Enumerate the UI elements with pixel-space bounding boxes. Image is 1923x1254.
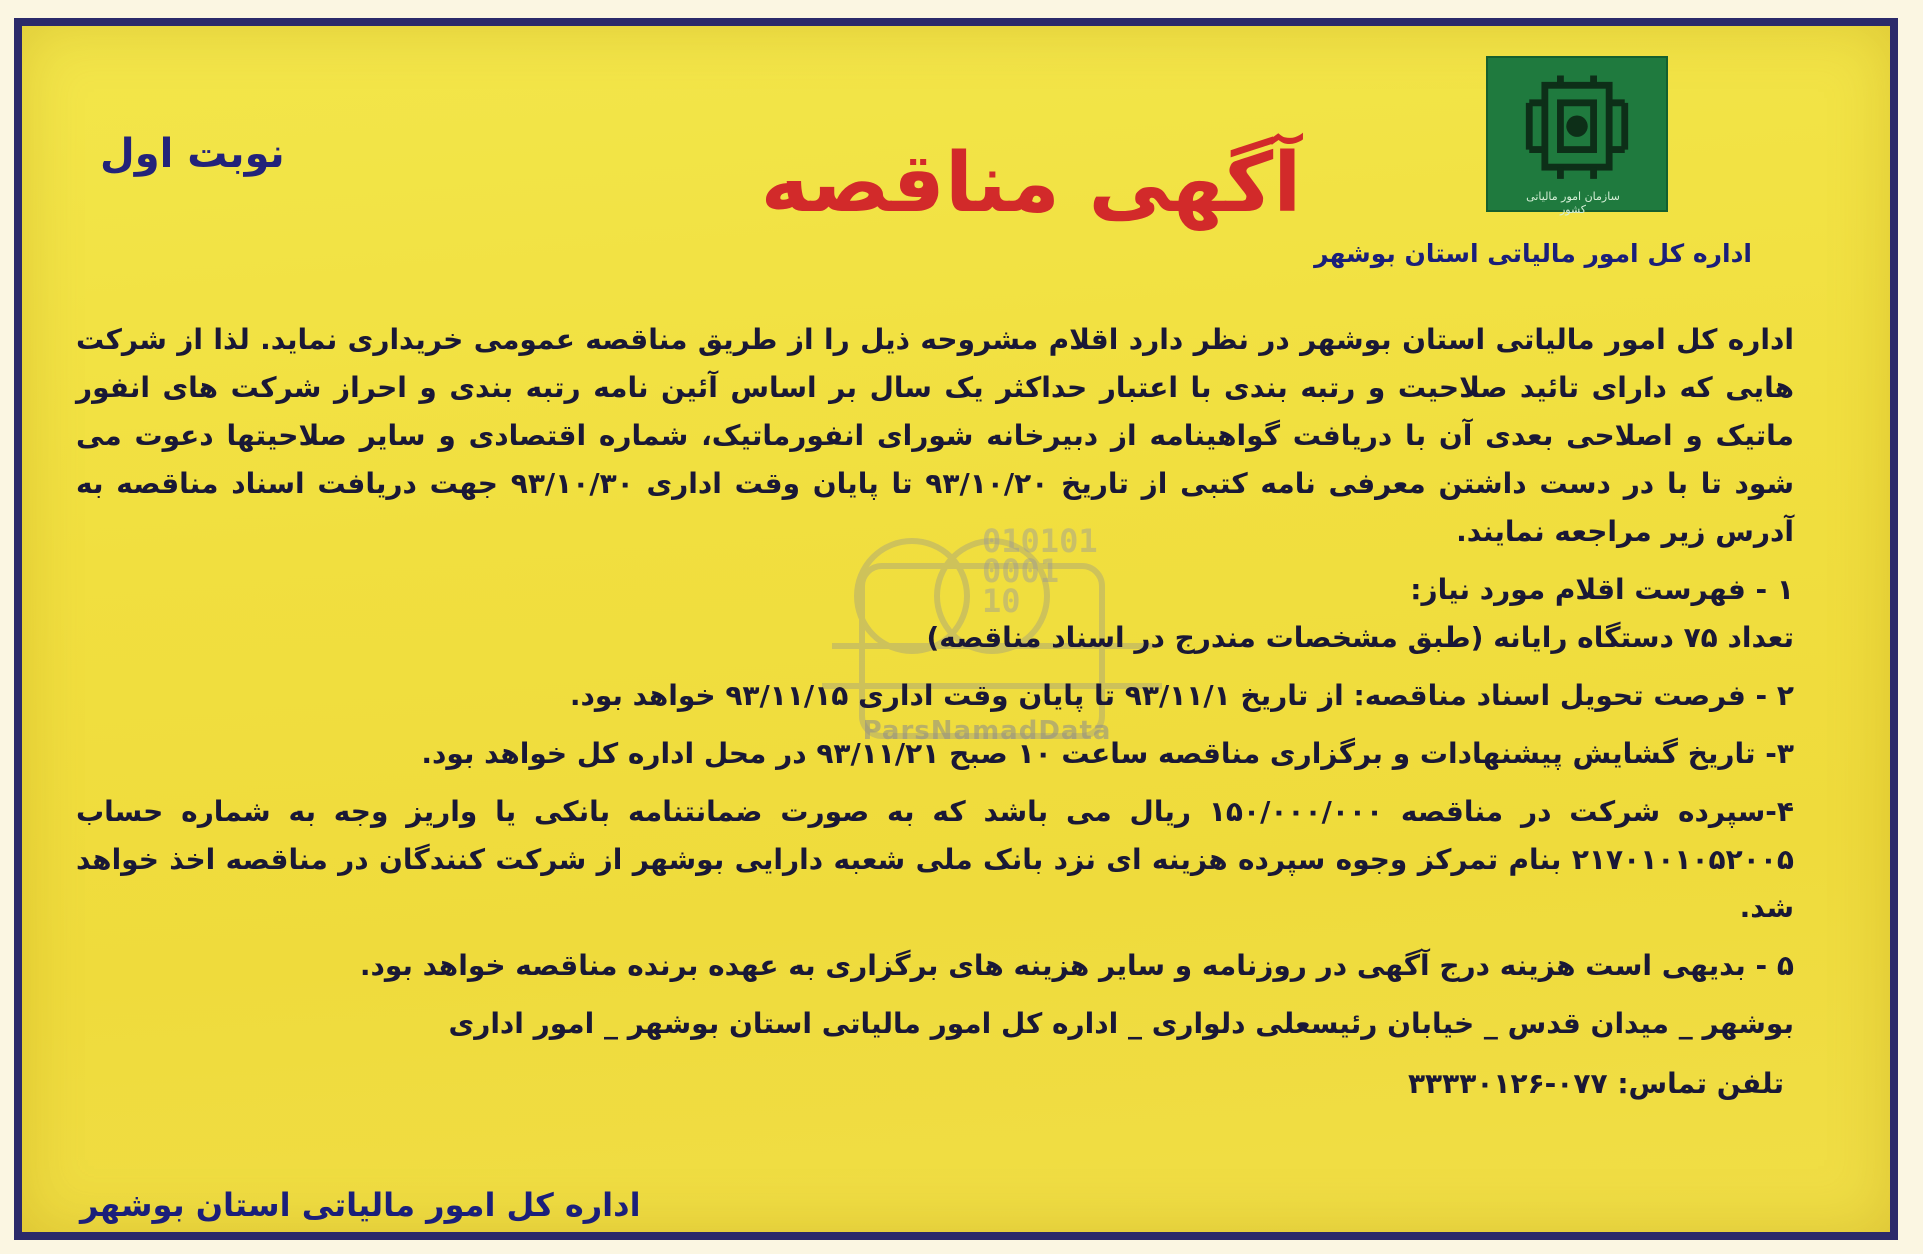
intro-paragraph: اداره کل امور مالیاتی استان بوشهر در نظر دارد اقلام مشروحه ذیل را از طریق مناقصه عمومی خریداری نماید. لذا از شرکت هایی که دارای تائید صلاحیت و رتبه بندی با اعتبار حداکثر یک سال بر اساس آئین نامه رتبه بندی و احراز شرکت های انفور ماتیک و اصلاحی بعدی آن با دریافت گواهینامه از دبیرخانه شورای انفورماتیک، شماره اقتصادی و سایر صلاحیتها دعوت می شود تا با در دست داشتن معرفی نامه کتبی از تاریخ ۹۳/۱۰/۲۰ تا پایان وقت اداری ۹۳/۱۰/۳۰ جهت دریافت اسناد مناقصه به آدرس زیر مراجعه نمایند. [76,323,1794,548]
item-2: ۲ - فرصت تحویل اسناد مناقصه: از تاریخ ۹۳/۱۱/۱ تا پایان وقت اداری ۹۳/۱۱/۱۵ خواهد بود. [569,679,1794,712]
item-1-heading: ۱ - فهرست اقلام مورد نیاز: [1410,573,1794,606]
publication-round: نوبت اول [100,131,285,177]
logo-caption: سازمان امور مالیاتی کشور [1526,190,1620,216]
item-4: ۴-سپرده شرکت در مناقصه ۱۵۰/۰۰۰/۰۰۰ ریال می باشد که به صورت ضمانتنامه بانکی یا واریز وجه به شماره حساب ۲۱۷۰۱۰۱۰۵۲۰۰۵ بنام تمرکز وجوه سپرده هزینه ای نزد بانک ملی شعبه دارایی بوشهر از شرکت کنندگان در مناقصه اخذ خواهد شد. [76,795,1794,924]
contact-phone: تلفن تماس: ۰۷۷-۳۳۳۳۰۱۲۶ [1407,1067,1784,1100]
organization-name-top: اداره کل امور مالیاتی استان بوشهر [1314,239,1752,268]
tender-advertisement [14,18,1898,1240]
address: بوشهر _ میدان قدس _ خیابان رئیسعلی دلواری _ اداره کل امور مالیاتی استان بوشهر _ امور اداری [448,1007,1794,1040]
watermark-brand: ParsNamadData [862,716,1112,746]
item-3: ۳- تاریخ گشایش پیشنهادات و برگزاری مناقصه ساعت ۱۰ صبح ۹۳/۱۱/۲۱ در محل اداره کل خواهد بود. [421,737,1794,770]
ad-title: آگهی مناقصه [760,136,1302,231]
watermark-digits: 010101 0001 10 [982,522,1098,620]
item-1-detail: تعداد ۷۵ دستگاه رایانه (طبق مشخصات مندرج در اسناد مناقصه) [926,621,1794,654]
organization-name-footer: اداره کل امور مالیاتی استان بوشهر [80,1186,641,1224]
ad-body [76,316,1794,1108]
item-5: ۵ - بدیهی است هزینه درج آگهی در روزنامه و سایر هزینه های برگزاری به عهده برنده مناقصه خواهد بود. [359,949,1794,982]
